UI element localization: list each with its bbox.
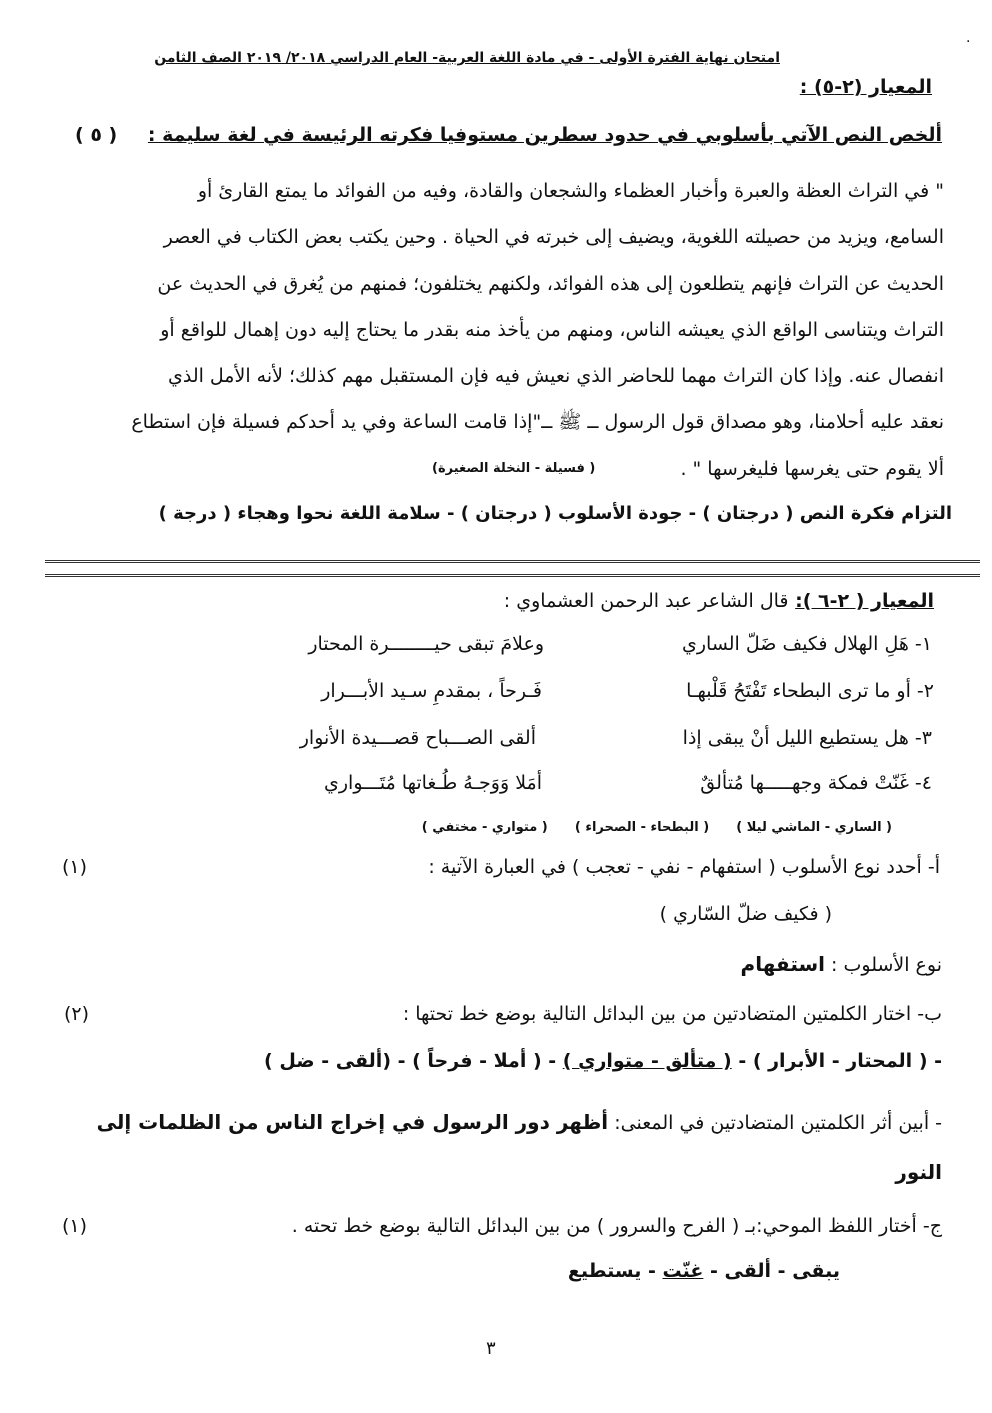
option-group-1: - ( المحتار - الأبرار ) -: [738, 1050, 942, 1072]
effect-line: [97, 1110, 942, 1134]
question-c: ج- أختار اللفظ الموحي:بـ ( الفرح والسرور ) من بين البدائل التالية بوضع خط تحته .: [291, 1215, 942, 1237]
passage-line: السامع، ويزيد من حصيلته اللغوية، ويضيف إلى خبرته في الحياة . وحين يكتب بعض الكتاب في العصر: [163, 226, 944, 249]
criterion-heading-2: [504, 590, 934, 612]
passage-line: الحديث عن التراث فإنهم يتطلعون إلى هذه الفوائد، ولكنهم يختلفون؛ فمنهم من يُغرق في الحديث عن: [157, 272, 944, 295]
grading-rubric: التزام فكرة النص ( درجتان ) - جودة الأسلوب ( درجتان ) - سلامة اللغة نحوا وهجاء ( درجة ): [158, 503, 952, 524]
question-b-score: (٢): [64, 1003, 90, 1025]
question-c-score: (١): [62, 1215, 88, 1237]
summary-instruction: ألخص النص الآتي بأسلوبي في حدود سطرين مستوفيا فكرته الرئيسة في لغة سليمة :: [147, 124, 942, 146]
question-b: ب- اختار الكلمتين المتضادتين من بين البدائل التالية بوضع خط تحتها :: [402, 1003, 942, 1025]
verse-4-second: أمَلا وَوَجـهُ طُـغاتها مُتَـــواري: [324, 772, 542, 794]
criterion-heading-1: [800, 76, 932, 98]
passage-line: انفصال عنه. وإذا كان التراث مهما للحاضر الذي نعيش فيه فإن المستقبل مهم كذلك؛ لأنه الأمل الذي: [167, 365, 944, 388]
option-c-1: يبقى: [792, 1260, 840, 1282]
effect-label: - أبين أثر الكلمتين المتضادتين في المعنى:: [614, 1112, 942, 1134]
section-divider: [45, 560, 980, 577]
summary-score: ( ٥ ): [75, 124, 118, 146]
criterion-text-2: قال الشاعر عبد الرحمن العشماوي :: [503, 590, 789, 612]
verse-3-second: ألقى الصـــباح قصـــيدة الأنوار: [299, 727, 536, 749]
option-c-3-selected: غنّت: [662, 1260, 704, 1282]
page-number: ٣: [486, 1338, 496, 1359]
verse-2-first: ٢- أو ما ترى البطحاء تَفْتَحُ قَلْبهـا: [686, 680, 934, 702]
answer-a-value: استفهام: [740, 952, 825, 976]
verse-1-second: وعلامَ تبقى حيــــــــرة المحتار: [308, 633, 544, 655]
passage: [52, 168, 944, 492]
criterion-label-1: المعيار (٢-٥) :: [799, 76, 932, 98]
exam-header: امتحان نهاية الفترة الأولى - في مادة اللغة العربية- العام الدراسي ٢٠١٨/ ٢٠١٩ الصف الثامن: [154, 50, 780, 66]
option-group-2-selected: ( متألق - متواري ): [562, 1050, 732, 1072]
effect-answer: أظهر دور الرسول في إخراج الناس من الظلمات إلى: [96, 1110, 609, 1134]
answer-a-label: نوع الأسلوب :: [831, 954, 942, 976]
effect-answer-cont: النور: [895, 1160, 942, 1184]
passage-line: نعقد عليه أحلامنا، وهو مصداق قول الرسول ــ ﷺ ــ"إذا قامت الساعة وفي يد أحدكم فسيلة فإن استطاع: [131, 411, 944, 434]
passage-line: " في التراث العظة والعبرة وأخبار العظماء والشجعان والقادة، وفيه من الفوائد ما يمتع القارئ أو: [197, 180, 944, 202]
passage-line: التراث ويتناسى الواقع الذي يعيشه الناس، ومنهم من يأخذ منه بقدر ما يحتاج إليه دون إهمال للواقع أو: [160, 318, 944, 341]
corner-mark: .: [966, 30, 971, 46]
question-a-score: (١): [62, 856, 88, 878]
verse-1-first: ١- هَلِ الهلال فكيف ضَلّ الساري: [681, 633, 932, 655]
option-c-4: يستطيع: [567, 1260, 642, 1282]
question-a: أ- أحدد نوع الأسلوب ( استفهام - نفي - تعجب ) في العبارة الآتية :: [428, 856, 940, 878]
verse-4-first: ٤- غَنّتْ فمكة وجهـــــها مُتألقٌ: [700, 772, 932, 794]
passage-gloss: ( فسيلة - النخلة الصغيرة): [432, 461, 596, 476]
passage-line: ألا يقوم حتى يغرسها فليغرسها " .: [680, 457, 944, 480]
question-c-options: يبقى - ألقى - غنّت - يستطيع: [567, 1260, 840, 1282]
question-a-phrase: ( فكيف ضلّ السّاري ): [659, 903, 832, 925]
option-c-2: ألقى: [724, 1260, 772, 1282]
criterion-label-2: المعيار ( ٢-٦ ):: [795, 590, 934, 612]
verse-2-second: فَـرحاً ، بمقدمِ سـيد الأبـــرار: [321, 680, 542, 702]
verse-3-first: ٣- هل يستطيع الليل أنْ يبقى إذا: [682, 727, 932, 749]
question-b-options: [264, 1050, 942, 1072]
verse-glossary: ( الساري - الماشي ليلا ) ( البطحاء - الصحراء ) ( متواري - مختفي ): [421, 820, 892, 835]
answer-a-line: [741, 952, 942, 976]
option-group-3: - ( أملا - فرحاً ) - (ألقى - ضل ): [264, 1050, 557, 1072]
